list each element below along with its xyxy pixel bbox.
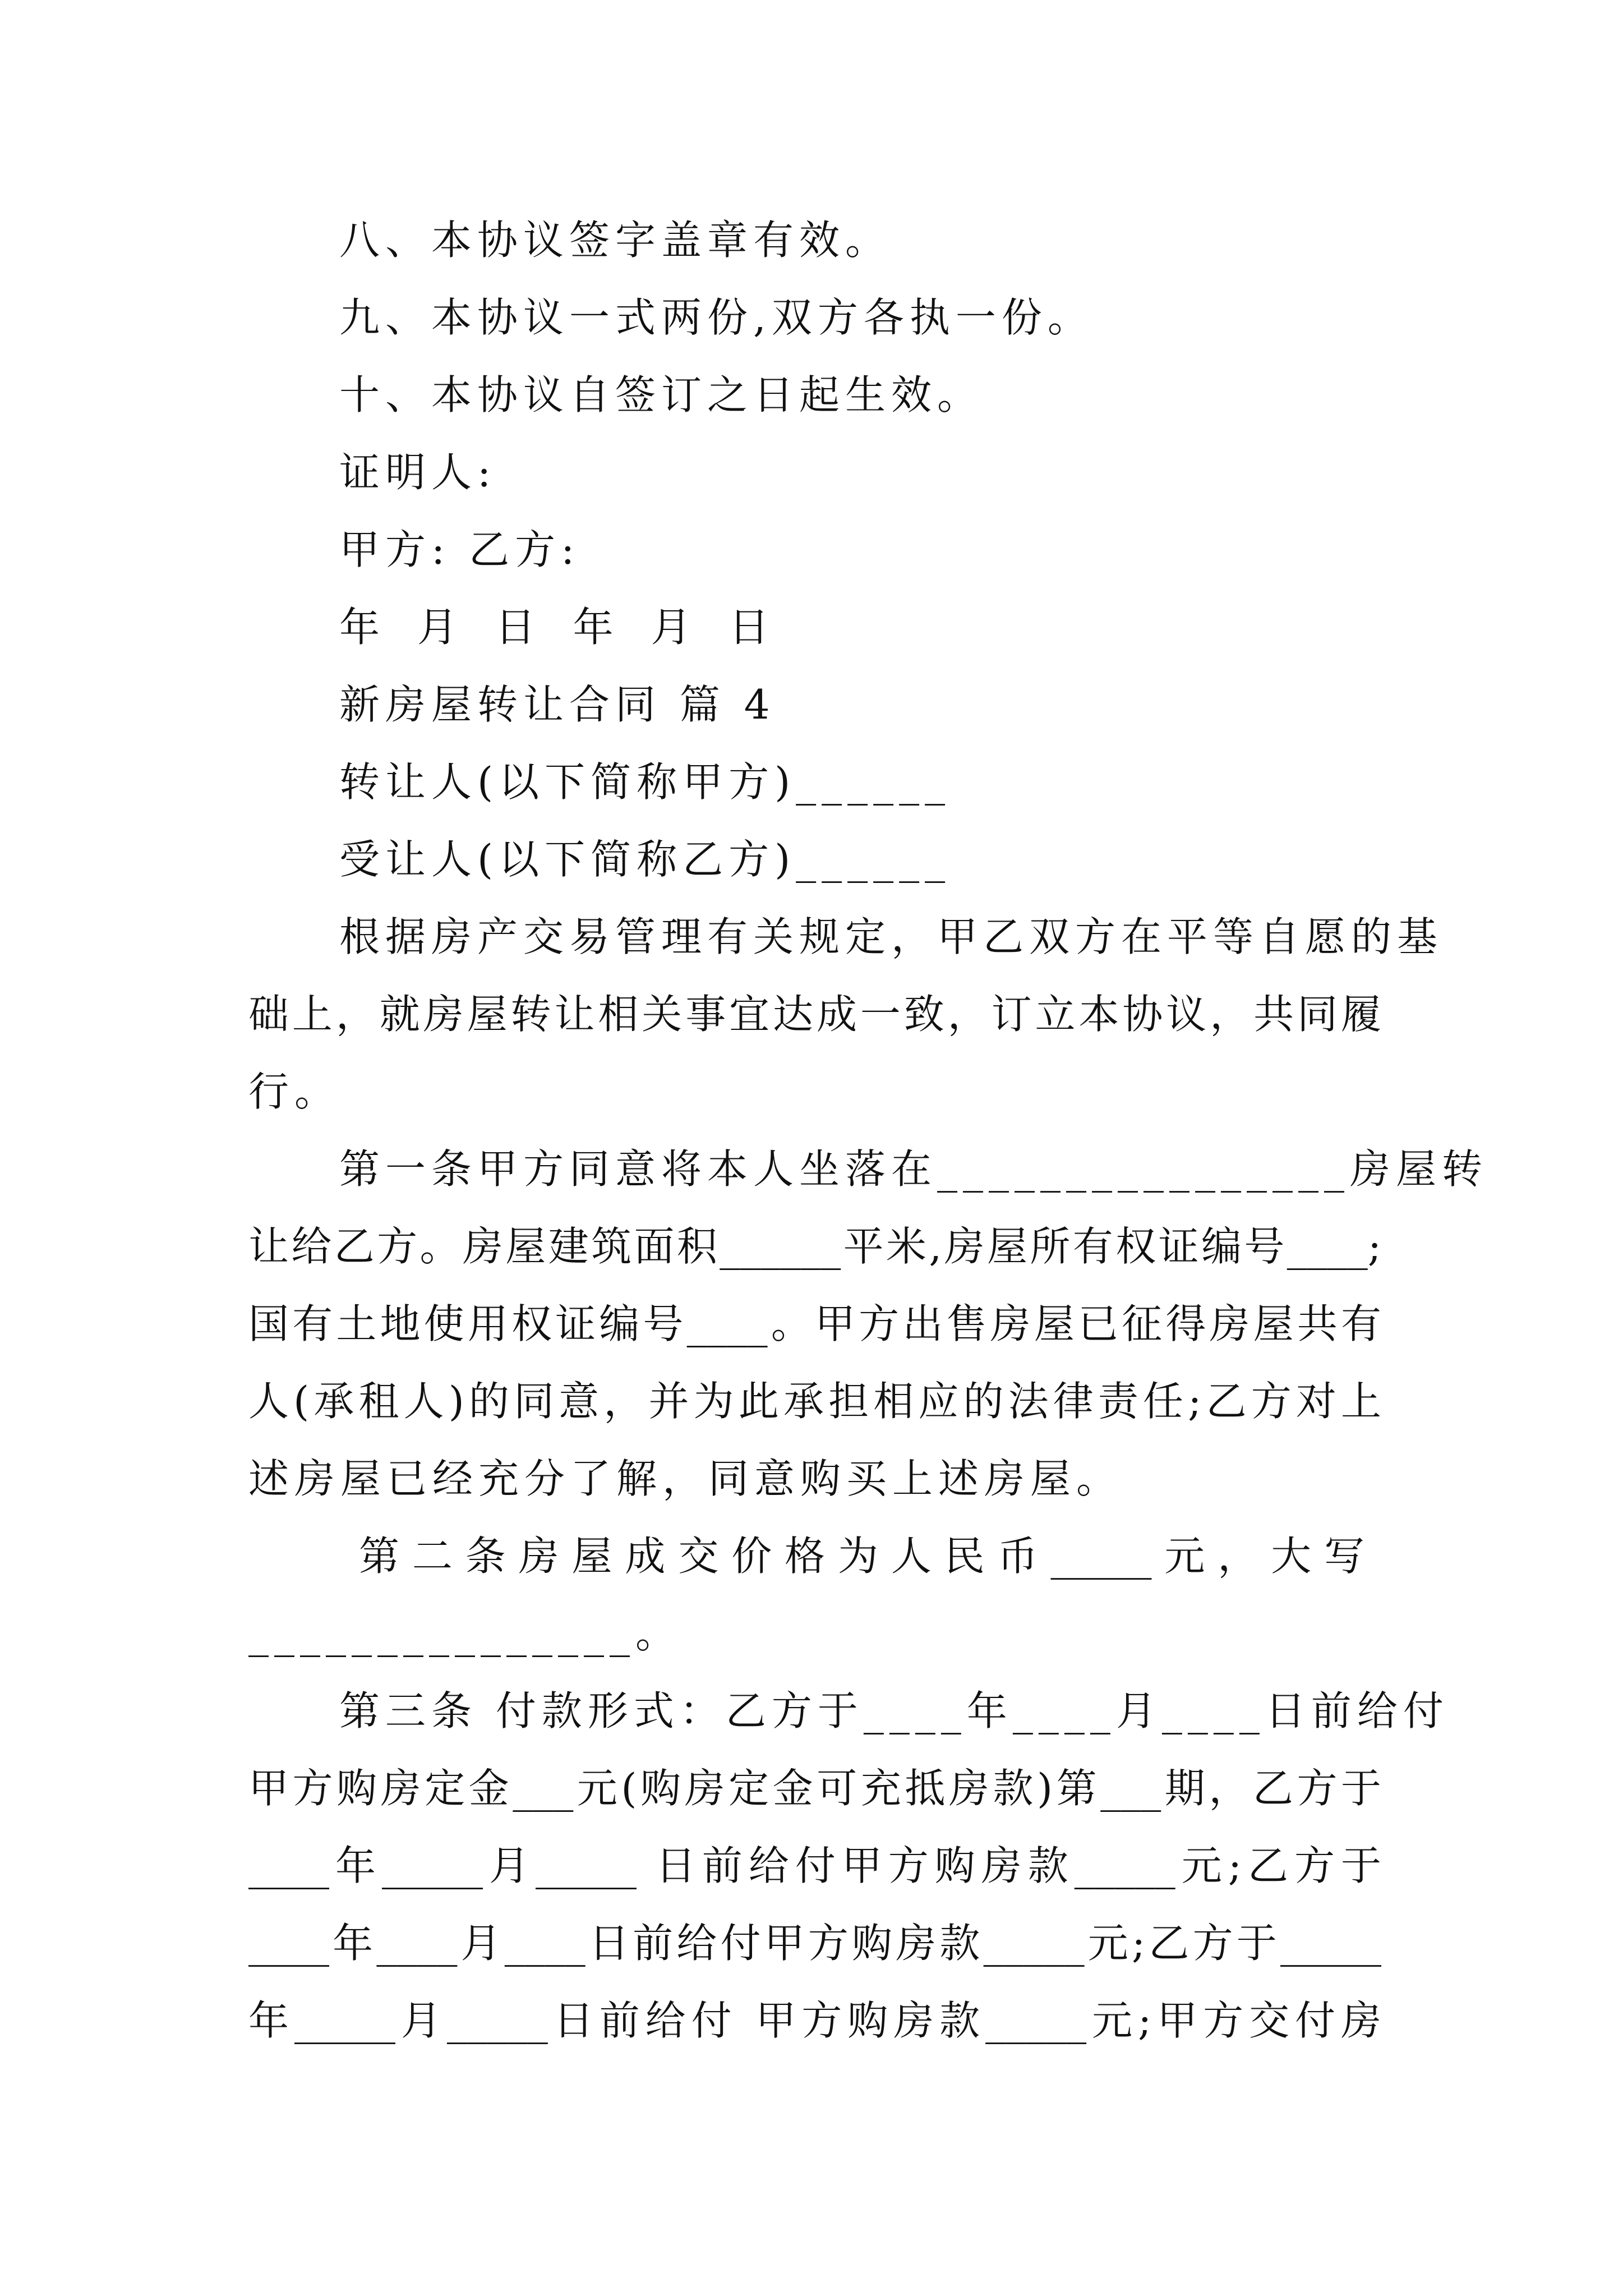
clause-9: 九、本协议一式两份,双方各执一份。 [339,294,1094,341]
transferee-line: 受让人(以下简称乙方)______ [339,836,951,883]
witness-label: 证明人: [339,449,497,496]
article-1-line-4: 人(承租人)的同意，并为此承担相应的法律责任;乙方对上 [248,1378,1381,1425]
article-3-line-5: 年_____月_____日前给付 甲方购房款_____元;甲方交付房 [248,1997,1381,2044]
party-signature-labels: 甲方: 乙方: [339,526,580,573]
article-3-line-3: ____年_____月_____ 日前给付甲方购房款_____元;乙方于 [248,1842,1381,1889]
article-1-line-3: 国有土地使用权证编号____。甲方出售房屋已征得房屋共有 [248,1300,1381,1347]
article-1-line-1: 第一条甲方同意将本人坐落在________________房屋转 [339,1145,1488,1193]
article-3-line-1: 第三条 付款形式：乙方于____年____月____日前给付 [339,1687,1449,1734]
section-heading: 新房屋转让合同 篇 4 [339,681,776,728]
article-2-line-2: _______________。 [248,1610,681,1657]
article-3-line-2: 甲方购房定金___元(购房定金可充抵房款)第___期，乙方于 [248,1765,1381,1812]
clause-10: 十、本协议自签订之日起生效。 [339,371,984,418]
article-2-line-1: 第 二 条 房 屋 成 交 价 格 为 人 民 币 _____ 元 ， 大 写 [359,1533,1365,1580]
transferor-line: 转让人(以下简称甲方)______ [339,758,951,806]
clause-8: 八、本协议签字盖章有效。 [339,217,892,264]
preamble-line-3: 行。 [248,1068,341,1115]
date-line: 年 月 日 年 月 日 [339,604,782,651]
article-1-line-2: 让给乙方。房屋建筑面积______平米,房屋所有权证编号____; [248,1223,1381,1270]
preamble-line-2: 础上，就房屋转让相关事宜达成一致，订立本协议，共同履 [248,991,1381,1038]
article-3-line-4: ____年____月____日前给付甲方购房款_____元;乙方于_____ [248,1920,1381,1967]
preamble-line-1: 根据房产交易管理有关规定，甲乙双方在平等自愿的基 [339,913,1444,960]
article-1-line-5: 述房屋已经充分了解，同意购买上述房屋。 [248,1455,1123,1502]
